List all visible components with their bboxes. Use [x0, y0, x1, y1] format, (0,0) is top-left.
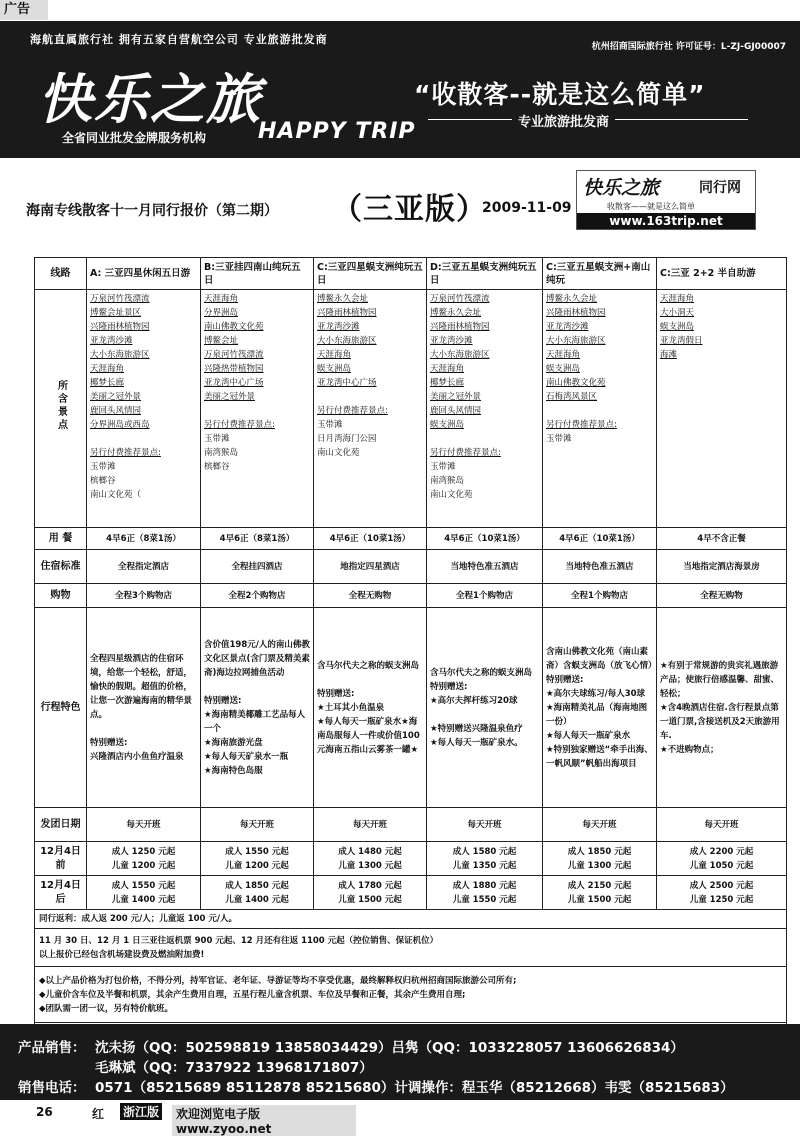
hotel-cell: 当地特色准五酒店: [427, 550, 543, 584]
route-name: C:三亚 2+2 半自助游: [657, 258, 787, 290]
row-label-features: 行程特色: [35, 608, 87, 808]
spots-cell: [87, 290, 201, 528]
shopping-cell: 全程3个购物店: [87, 584, 201, 608]
sales-label: 产品销售：: [18, 1040, 86, 1056]
price-cell: [201, 842, 314, 876]
trip-net-logo-box: [576, 170, 756, 230]
spot-item: 亚龙湾中心广场: [204, 378, 264, 388]
optional-spot: 南湾猴岛: [430, 476, 465, 486]
feature-line: ★海南旅游光盘: [204, 737, 263, 748]
edition-title: （三亚版）: [332, 192, 487, 227]
spot-item: 亚龙湾沙滩: [317, 322, 360, 332]
price-line: 成人 1480 元起: [338, 846, 402, 857]
trip-net-suffix: 同行网: [699, 180, 741, 196]
hotel-cell: 全程指定酒店: [87, 550, 201, 584]
brand-subtitle: 全省同业批发金牌服务机构: [62, 131, 207, 145]
shopping-cell: 全程1个购物店: [543, 584, 657, 608]
page-title: 海南专线散客十一月同行报价（第二期）: [26, 203, 278, 219]
spot-item: 兴隆雨林植物园: [430, 322, 490, 332]
happy-trip-wordmark: HAPPY TRIP: [258, 119, 416, 144]
shopping-cell: 全程无购物: [314, 584, 427, 608]
feature-line: 含马尔代夫之称的蜈支洲岛: [317, 660, 420, 671]
contact-footer: [0, 1024, 800, 1100]
spot-item: 椰梦长廊: [430, 378, 465, 388]
optional-title: 另行付费推荐景点:: [430, 448, 501, 458]
features-row: [35, 608, 787, 808]
spot-item: 博鳌会址景区: [90, 308, 142, 318]
spots-cell: [201, 290, 314, 528]
spacer: [430, 708, 539, 722]
shopping-row: [35, 584, 787, 608]
shopping-cell: 全程2个购物店: [201, 584, 314, 608]
departure-row: [35, 808, 787, 842]
feature-line: 特别赠送:: [317, 688, 355, 699]
feature-line: 全程四星级酒店的住宿环境，给您一个轻松，舒适，愉快的假期。超值的价格，让您一次游遍海南的精华景点。: [90, 653, 193, 720]
trip-net-url[interactable]: www.163trip.net: [577, 213, 755, 229]
price-line: 成人 1580 元起: [452, 846, 517, 857]
feature-line: ★有别于常规游的贵宾礼遇旅游产品；使旅行倍感温馨、甜蜜、轻松；: [660, 660, 780, 699]
price-cell: [657, 842, 787, 876]
spots-cell: [657, 290, 787, 528]
sales-contacts-2: 毛琳斌（QQ：7337922 13968171807）: [95, 1060, 373, 1076]
feature-line: ★特别独家赠送“牵手出海、一帆风顺”帆船出海项目: [546, 744, 653, 769]
route-name: C:三亚四星蜈支洲纯玩五日: [314, 258, 427, 290]
features-cell: [314, 608, 427, 808]
spacer: [204, 680, 310, 694]
features-cell: [543, 608, 657, 808]
price-cell: [427, 876, 543, 910]
spacer: [204, 404, 310, 418]
departure-cell: 每天开班: [543, 808, 657, 842]
price-table: [34, 257, 787, 1042]
meals-cell: 4早6正（10菜1汤）: [543, 528, 657, 550]
route-name: C:三亚五星蜈支洲+南山纯玩: [543, 258, 657, 290]
flight-note: [35, 929, 787, 967]
route-name: B:三亚挂四南山纯玩五日: [201, 258, 314, 290]
features-cell: [87, 608, 201, 808]
optional-title: 另行付费推荐景点:: [204, 420, 275, 430]
edition-badge: 浙江版: [120, 1103, 162, 1120]
spot-item: 万泉河竹筏漂流: [90, 294, 150, 304]
spot-item: 鹿回头风情园: [430, 406, 482, 416]
issue-date: 2009-11-09: [482, 200, 572, 216]
row-label-meals: 用 餐: [35, 528, 87, 550]
spot-item: 亚龙湾沙滩: [90, 336, 133, 346]
price-line: 成人 1250 元起: [111, 846, 176, 857]
optional-spot: 玉带滩: [430, 462, 456, 472]
meals-row: [35, 528, 787, 550]
departure-cell: 每天开班: [87, 808, 201, 842]
spacer: [90, 722, 197, 736]
optional-spot: 日月湾海门公园: [317, 434, 377, 444]
price-line: 儿童 1050 元起: [689, 860, 754, 871]
phone-numbers: 0571（85215689 85112878 85215680）计调操作：程玉华（85212668）韦雯（85215683）: [95, 1080, 734, 1096]
row-label-spots: 所含景点: [35, 290, 87, 528]
price-before-row: [35, 842, 787, 876]
features-cell: [657, 608, 787, 808]
departure-cell: 每天开班: [314, 808, 427, 842]
price-line: 儿童 1500 元起: [567, 894, 632, 905]
price-line: 儿童 1300 元起: [338, 860, 402, 871]
optional-spot: 南山文化苑: [430, 490, 473, 500]
price-cell: [201, 876, 314, 910]
spot-item: 天涯海角: [430, 364, 465, 374]
price-line: 成人 2500 元起: [689, 880, 754, 891]
spot-item: 博鳌会址: [204, 336, 239, 346]
spot-item: 兴隆雨林植物园: [317, 308, 377, 318]
row-label-hotel: 住宿标准: [35, 550, 87, 584]
license-text: 杭州招商国际旅行社 许可证号：L-ZJ-GJ00007: [591, 42, 786, 52]
spot-item: 鹿回头风情园: [90, 406, 142, 416]
feature-line: ★每人每天一瓶矿泉水★海南岛服每人一件或价值100元海南五指山云雾茶一罐★: [317, 716, 420, 755]
spot-item: 大小东海旅游区: [546, 336, 606, 346]
route-row: [35, 258, 787, 290]
hotel-cell: 地指定四星酒店: [314, 550, 427, 584]
fee-note-line: 以上报价已经包含机场建设费及燃油附加费!: [39, 949, 205, 960]
price-line: 儿童 1350 元起: [452, 860, 517, 871]
feature-line: ★特别赠送兴隆温泉鱼疗: [430, 723, 523, 734]
spot-item: 兴隆热带植物园: [204, 364, 264, 374]
feature-line: ★每人每天一瓶矿泉水: [546, 730, 631, 741]
page-footer-strip: [0, 1101, 800, 1136]
meals-cell: 4早6正（8菜1汤）: [87, 528, 201, 550]
spot-item: 亚龙湾沙滩: [430, 336, 473, 346]
route-name: A: 三亚四星休闲五日游: [87, 258, 201, 290]
features-cell: [201, 608, 314, 808]
spot-item: 椰梦长廊: [90, 378, 125, 388]
spot-item: 分界洲岛或西岛: [90, 420, 150, 430]
row-label-route: 线路: [35, 258, 87, 290]
spot-item: 大小东海旅游区: [90, 350, 150, 360]
row-label-before: 12月4日前: [35, 842, 87, 876]
price-line: 成人 1880 元起: [452, 880, 517, 891]
spot-item: 南山佛教文化苑: [204, 322, 264, 332]
spots-cell: [314, 290, 427, 528]
spot-item: 万泉河竹筏漂流: [430, 294, 490, 304]
spacer: [546, 404, 653, 418]
spots-row: [35, 290, 787, 528]
spot-item: 蜈支洲岛: [660, 322, 695, 332]
meals-cell: 4早6正（8菜1汤）: [201, 528, 314, 550]
spot-item: 石梅湾风景区: [546, 392, 598, 402]
price-cell: [543, 842, 657, 876]
spot-item: 博鳌永久会址: [430, 308, 482, 318]
feature-line: 兴隆酒店内小鱼鱼疗温泉: [90, 751, 184, 762]
feature-line: ★高尔夫球练习/每人30球: [546, 688, 646, 699]
spacer: [90, 432, 197, 446]
price-line: 儿童 1550 元起: [452, 894, 517, 905]
spot-item: 天涯海角: [90, 364, 125, 374]
row-label-departure: 发团日期: [35, 808, 87, 842]
spot-item: 蜈支洲岛: [546, 364, 581, 374]
spot-item: 天涯海角: [660, 294, 695, 304]
spot-item: 兴隆雨林植物园: [546, 308, 606, 318]
meals-cell: 4早6正（10菜1汤）: [314, 528, 427, 550]
optional-spot: 玉带滩: [317, 420, 343, 430]
hotel-cell: 当地特色准五酒店: [543, 550, 657, 584]
price-cell: [657, 876, 787, 910]
policy-note: ◆儿童价含车位及半餐和机票，其余产生费用自理，五星行程儿童含机票、车位及早餐和正餐，其余产生费用自理;: [39, 989, 466, 1000]
spot-item: 大小东海旅游区: [430, 350, 490, 360]
meals-cell: 4早6正（10菜1汤）: [427, 528, 543, 550]
spot-item: 亚龙湾中心广场: [317, 378, 377, 388]
feature-line: ★海南精美椰雕工艺品每人一个: [204, 709, 306, 734]
feature-line: ★海南特色岛服: [204, 765, 263, 776]
feature-line: ★每人每天一瓶矿泉水。: [430, 737, 523, 748]
spot-item: 天涯海角: [546, 350, 581, 360]
ad-tag: 广告: [0, 0, 48, 20]
flight-note-line: 11 月 30 日、12 月 1 日三亚往返机票 900 元起、12 月还有往返 1100 元起（控位销售、保证机位）: [39, 935, 439, 946]
optional-spot: 槟榔谷: [90, 476, 116, 486]
spot-item: 博鳌永久会址: [317, 294, 369, 304]
departure-cell: 每天开班: [657, 808, 787, 842]
price-cell: [314, 842, 427, 876]
price-line: 成人 2200 元起: [689, 846, 754, 857]
slogan-subtitle: 专业旅游批发商: [512, 111, 615, 130]
row-label-shopping: 购物: [35, 584, 87, 608]
price-cell: [543, 876, 657, 910]
price-line: 儿童 1300 元起: [567, 860, 632, 871]
spot-item: 蜈支洲岛: [317, 364, 352, 374]
spot-item: 海滩: [660, 350, 678, 360]
price-line: 儿童 1500 元起: [338, 894, 402, 905]
header-tagline: 海航直属旅行社 拥有五家自营航空公司 专业旅游批发商: [30, 33, 328, 46]
row-label-after: 12月4日后: [35, 876, 87, 910]
page-number: 26: [36, 1105, 53, 1119]
optional-spot: 南山文化苑: [317, 448, 360, 458]
meals-cell: 4早不含正餐: [657, 528, 787, 550]
spot-item: 天涯海角: [317, 350, 352, 360]
spacer: [317, 390, 423, 404]
price-line: 成人 1550 元起: [225, 846, 289, 857]
spot-item: 南山佛教文化苑: [546, 378, 606, 388]
price-line: 儿童 1250 元起: [689, 894, 754, 905]
departure-cell: 每天开班: [201, 808, 314, 842]
feature-line: 特别赠送:: [430, 681, 468, 692]
feature-line: ★不进购物点；: [660, 744, 719, 755]
trip-net-tagline: 收散客——就是这么简单: [607, 202, 695, 211]
feature-line: 特别赠送:: [90, 737, 128, 748]
shopping-cell: 全程无购物: [657, 584, 787, 608]
rebate-row: [35, 910, 787, 929]
spot-item: 美丽之冠外景: [90, 392, 142, 402]
optional-spot: 南山文化苑（: [90, 490, 142, 500]
spot-item: 美丽之冠外景: [430, 392, 482, 402]
price-line: 儿童 1400 元起: [111, 894, 176, 905]
price-cell: [87, 876, 201, 910]
optional-spot: 南湾猴岛: [204, 448, 239, 458]
trip-net-name: 快乐之旅: [583, 177, 660, 199]
feature-line: 含价值198元/人的南山佛教文化区景点(含门票及精美素斋)海边拉网捕鱼活动: [204, 639, 310, 678]
optional-title: 另行付费推荐景点:: [317, 406, 388, 416]
price-cell: [427, 842, 543, 876]
notes-row-1: [35, 929, 787, 967]
spot-item: 兴隆雨林植物园: [90, 322, 150, 332]
price-line: 成人 1550 元起: [111, 880, 176, 891]
feature-line: 含马尔代夫之称的蜈支洲岛: [430, 667, 533, 678]
spot-item: 亚龙湾沙滩: [546, 322, 589, 332]
optional-spot: 槟榔谷: [204, 462, 230, 472]
brand-logo: 快乐之旅: [38, 68, 262, 131]
price-after-row: [35, 876, 787, 910]
price-line: 成人 1850 元起: [567, 846, 632, 857]
spot-item: 万泉河竹筏漂流: [204, 350, 264, 360]
notes-row-2: [35, 967, 787, 1023]
spot-item: 大小东海旅游区: [317, 336, 377, 346]
spot-item: 亚龙湾假日: [660, 336, 703, 346]
magazine-mark: 红: [92, 1107, 105, 1121]
price-line: 儿童 1400 元起: [225, 894, 289, 905]
spots-cell: [543, 290, 657, 528]
policy-note: ◆团队需一团一议，另有特价航班。: [39, 1003, 174, 1014]
price-line: 儿童 1200 元起: [111, 860, 176, 871]
spot-item: 博鳌永久会址: [546, 294, 598, 304]
optional-spot: 玉带滩: [204, 434, 230, 444]
phone-label: 销售电话：: [18, 1080, 86, 1096]
slogan: “收散客--就是这么简单”: [414, 80, 706, 109]
feature-line: ★每人每天矿泉水一瓶: [204, 751, 289, 762]
features-cell: [427, 608, 543, 808]
spots-cell: [427, 290, 543, 528]
price-cell: [314, 876, 427, 910]
spot-item: 蜈支洲岛: [430, 420, 465, 430]
optional-spot: 玉带滩: [546, 434, 572, 444]
shopping-cell: 全程1个购物店: [427, 584, 543, 608]
spot-item: 大小洞天: [660, 308, 695, 318]
sales-contacts-1: 沈未扬（QQ：502598819 13858034429）吕隽（QQ：1033228057 13606626834）: [95, 1040, 684, 1056]
price-line: 成人 1780 元起: [338, 880, 402, 891]
price-line: 儿童 1200 元起: [225, 860, 289, 871]
feature-line: ★土耳其小鱼温泉: [317, 702, 385, 713]
optional-title: 另行付费推荐景点:: [90, 448, 161, 458]
spot-item: 分界洲岛: [204, 308, 239, 318]
departure-cell: 每天开班: [427, 808, 543, 842]
feature-line: ★含4晚酒店住宿.含行程景点第一道门票,含接送机及2天旅游用车.: [660, 702, 780, 741]
rebate-text: 同行返利：成人返 200 元/人；儿童返 100 元/人。: [35, 910, 787, 929]
feature-line: ★海南精美礼品（海南地图一份）: [546, 702, 648, 727]
feature-line: 特别赠送:: [204, 695, 242, 706]
hotel-cell: 当地指定酒店海景房: [657, 550, 787, 584]
feature-line: 含南山佛教文化苑（南山素斋）含蜈支洲岛（放飞心情）特别赠送:: [546, 646, 653, 685]
price-line: 成人 1850 元起: [225, 880, 289, 891]
route-name: D:三亚五星蜈支洲纯玩五日: [427, 258, 543, 290]
spacer: [430, 432, 539, 446]
price-line: 成人 2150 元起: [567, 880, 632, 891]
feature-line: ★高尔夫挥杆练习20球: [430, 695, 518, 706]
hotel-row: [35, 550, 787, 584]
spot-item: 天涯海角: [204, 294, 239, 304]
hotel-cell: 全程挂四酒店: [201, 550, 314, 584]
policy-note: ◆以上产品价格为打包价格，不得分列，持军官证、老年证、导游证等均不享受优惠，最终解释权归杭州招商国际旅游公司所有;: [39, 975, 517, 986]
website-link[interactable]: 欢迎浏览电子版 www.zyoo.net: [172, 1105, 356, 1136]
optional-title: 另行付费推荐景点:: [546, 420, 617, 430]
price-cell: [87, 842, 201, 876]
header-banner: [0, 21, 800, 158]
optional-spot: 玉带滩: [90, 462, 116, 472]
policy-notes: [35, 967, 787, 1023]
spacer: [317, 673, 423, 687]
spot-item: 美丽之冠外景: [204, 392, 256, 402]
